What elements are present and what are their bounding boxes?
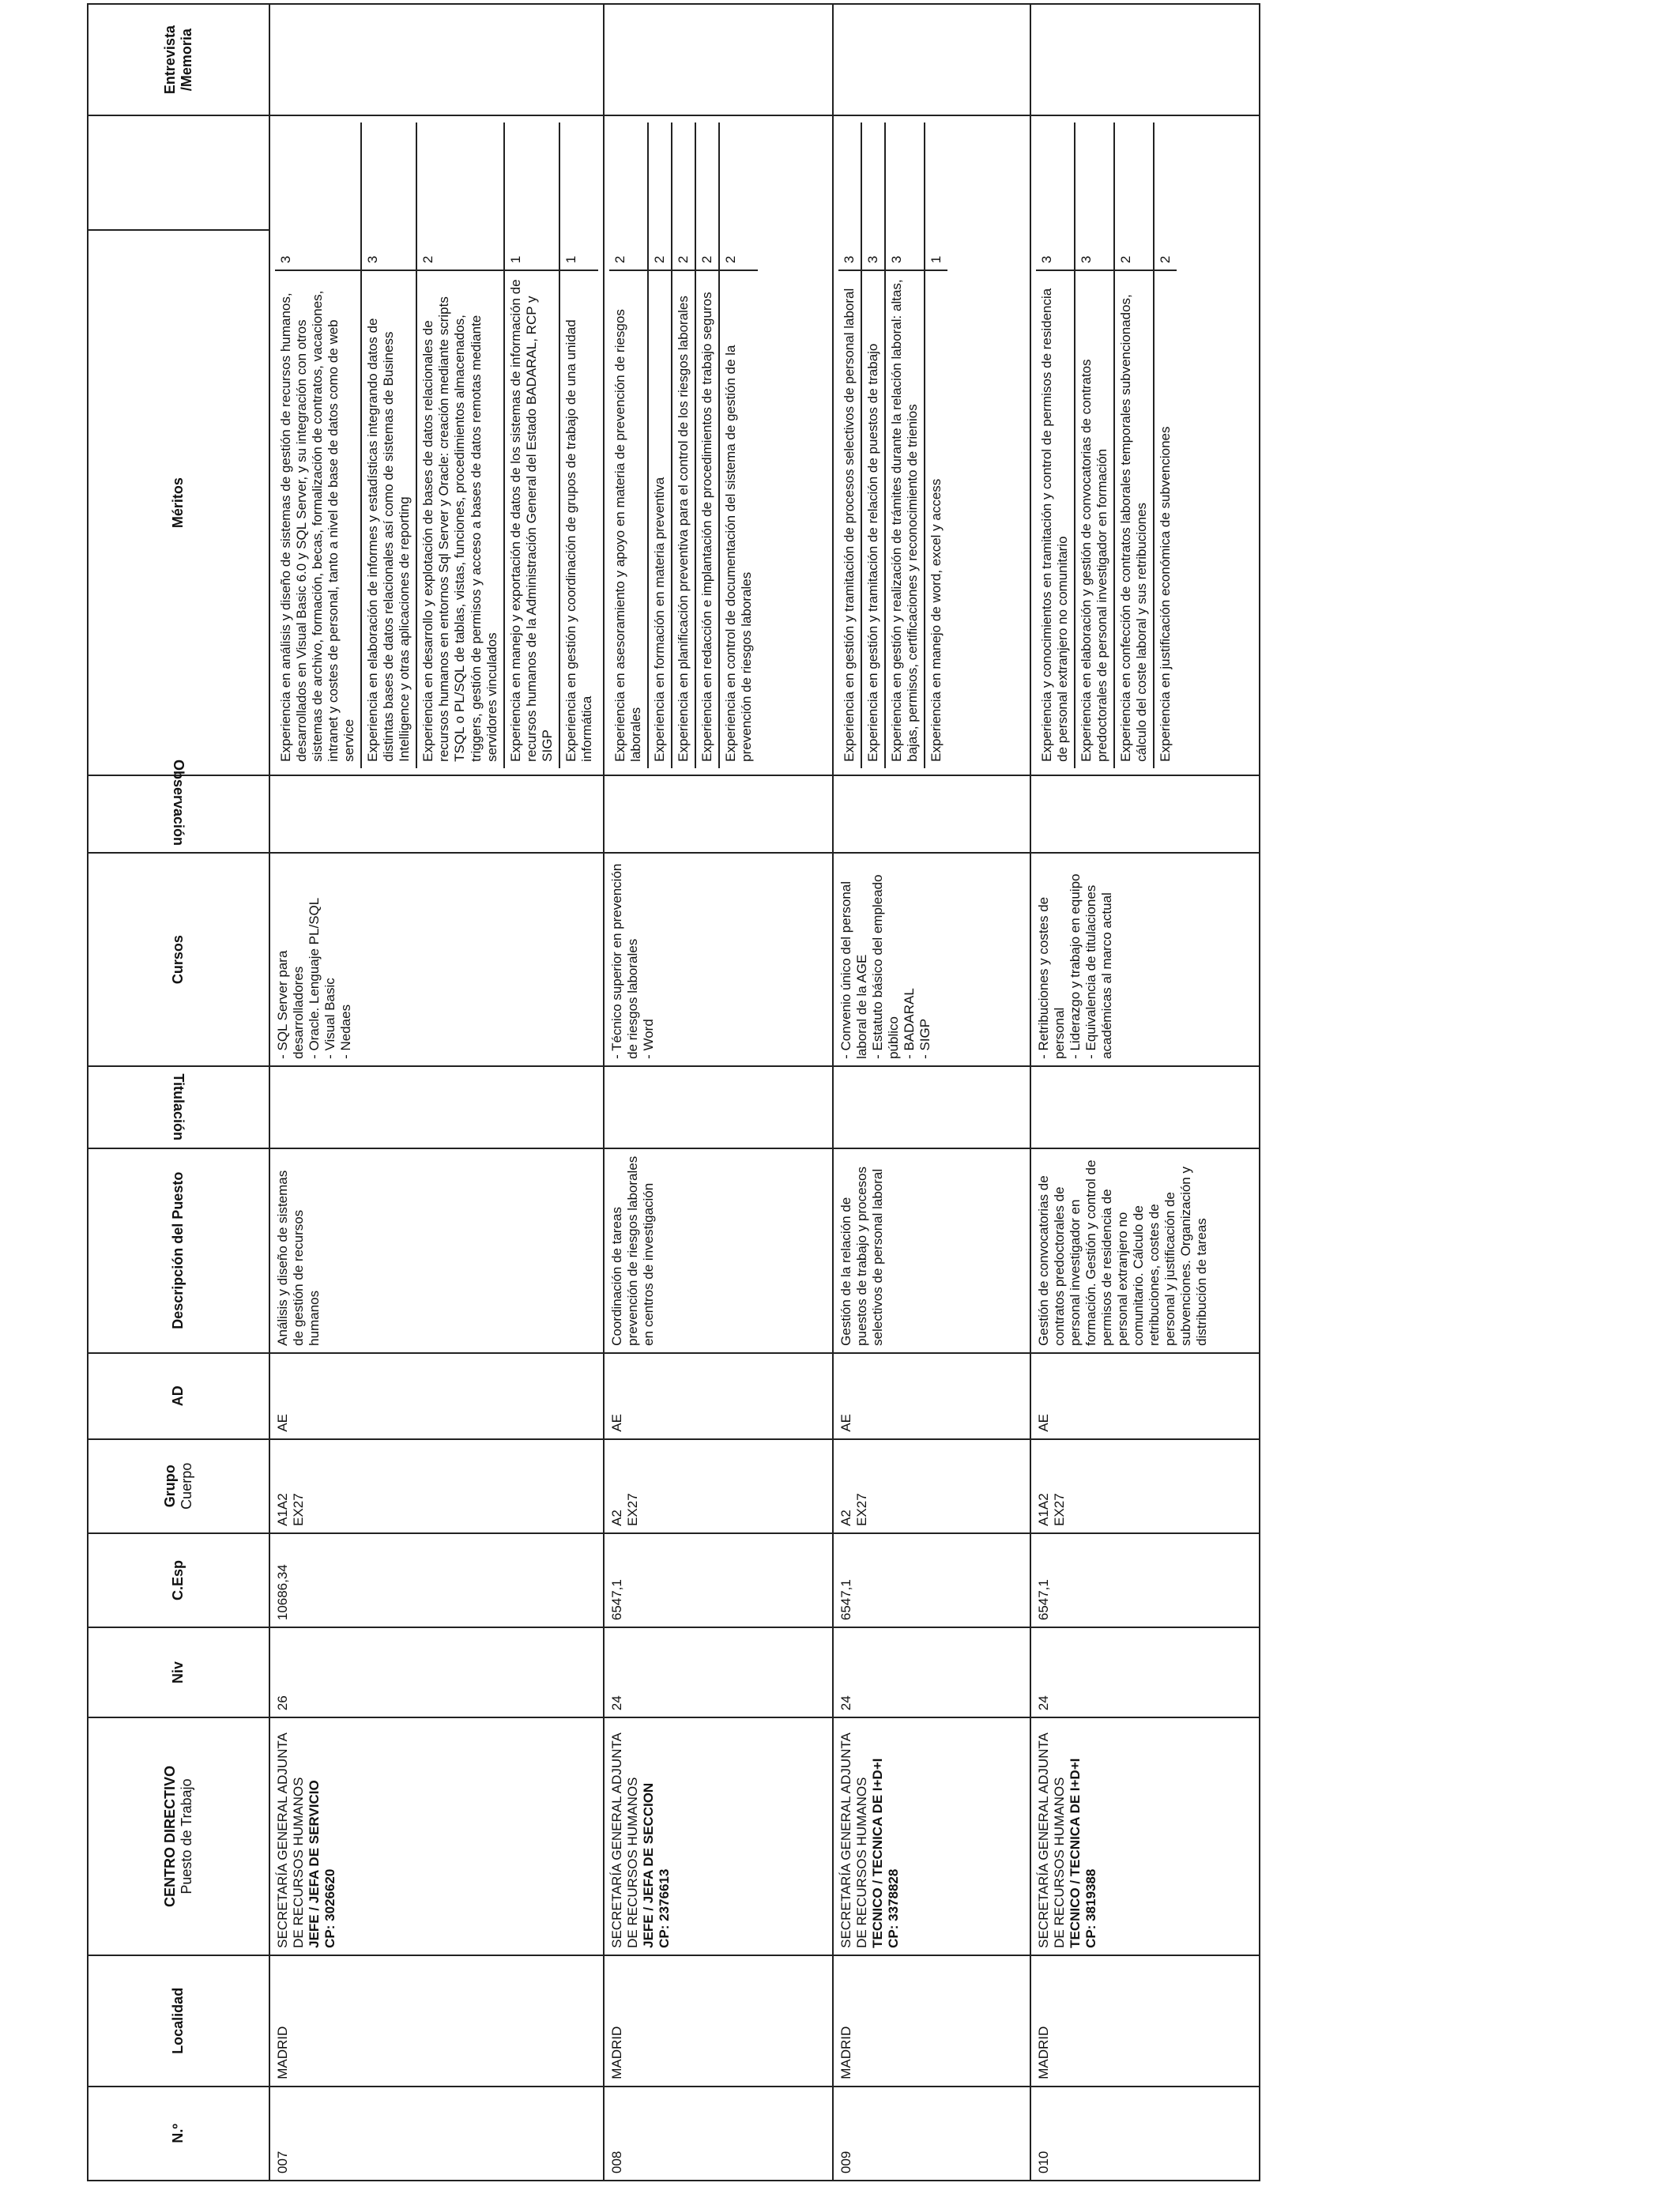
cell-ad-text: AE (1035, 1413, 1051, 1432)
merit-description: Experiencia en manejo y exportación de datos de los sistemas de información de recursos humanos de la Administración General del Estado BADARAL, RCP y SIGP (507, 279, 555, 762)
header-niv: Niv (88, 1627, 269, 1717)
merit-item (505, 123, 560, 768)
job-code: CP: 3026620 (322, 1868, 338, 1948)
cell-ad-text: AE (275, 1413, 290, 1432)
cell-descripcion (269, 1148, 604, 1353)
merit-item (609, 123, 649, 768)
cell-cuerpo-text: EX27 (291, 1493, 307, 1526)
cell-cuerpo-text: EX27 (1051, 1493, 1067, 1526)
merit-description: Experiencia en asesoramiento y apoyo en materia de prevención de riesgos laborales (612, 309, 643, 762)
cell-grupo-cuerpo (269, 1439, 604, 1533)
merit-item (696, 123, 720, 768)
merit-score: 2 (672, 123, 695, 271)
cell-cursos (833, 853, 1030, 1066)
cell-grupo-text: A2 (608, 1510, 624, 1526)
cell-grupo-text: A1A2 (275, 1493, 290, 1526)
cell-niv (269, 1627, 604, 1717)
header-meritos: Méritos (88, 230, 269, 775)
merit-description: Experiencia en manejo de word, excel y access (929, 478, 944, 762)
job-code: CP: 2376613 (656, 1868, 672, 1948)
cell-localidad-text: MADRID (1035, 2026, 1051, 2079)
cell-ad (1030, 1353, 1260, 1439)
cell-num-text: 009 (838, 2151, 853, 2173)
cell-descripcion-text: Coordinación de tareas prevención de riesgos laborales en centros de investigación (608, 1155, 656, 1346)
cell-cuerpo-text: EX27 (624, 1493, 640, 1526)
header-cesp: C.Esp (88, 1533, 269, 1627)
cell-centro-directivo (269, 1717, 604, 1955)
cell-titulacion (1030, 1066, 1260, 1148)
job-code: CP: 3819388 (1083, 1868, 1098, 1948)
merit-description: Experiencia en análisis y diseño de sistemas de gestión de recursos humanos, desarrollados en Visual Basic 6.0 y SQL Server, y su integración con otros sistemas de archivo, formación, becas, formalización de contratos, vacaciones, intranet y costes de personal, tanto a nivel de base de datos como de web service (278, 290, 357, 762)
merit-item (1155, 123, 1177, 768)
cell-num (1030, 2087, 1260, 2181)
cell-centro-directivo (604, 1717, 833, 1955)
cell-localidad (833, 1955, 1030, 2087)
cell-entrevista (833, 4, 1030, 115)
header-num: N.º (88, 2087, 269, 2181)
merit-item (925, 123, 947, 768)
merit-score: 3 (362, 123, 416, 271)
cell-localidad-text: MADRID (608, 2026, 624, 2079)
cell-num-text: 010 (1035, 2151, 1051, 2173)
cell-num (269, 2087, 604, 2181)
merit-score: 3 (1036, 123, 1074, 271)
cell-cursos-text: - Técnico superior en prevención de riesgos laborales - Word (608, 863, 656, 1059)
merit-description: Experiencia en redacción e implantación de procedimientos de trabajo seguros (699, 292, 715, 762)
cell-observacion (1030, 775, 1260, 854)
cell-localidad (604, 1955, 833, 2087)
merit-description: Experiencia en gestión y tramitación de procesos selectivos de personal laboral (841, 288, 857, 762)
merit-description: Experiencia en desarrollo y explotación de bases de datos relacionales de recursos humanos en entornos Sql Server y Oracle: creación mediante scripts TSQL o PL/SQL de tablas, vistas, funciones, procedimientos almacenados, triggers, gestión de permisos y acceso a bases de datos remotas mediante servidores vinculados (420, 296, 499, 762)
merit-score: 2 (696, 123, 718, 271)
merit-item (1075, 123, 1115, 768)
merit-description: Experiencia en elaboración de informes y estadísticas integrando datos de distintas bases de datos relacionales así como de sistemas de Business Intelligence y otras aplicaciones de reporting (365, 318, 412, 762)
cell-observacion (604, 775, 833, 854)
cell-niv-text: 24 (608, 1695, 624, 1711)
merit-description: Experiencia en confección de contratos laborales temporales subvencionados, cálculo del coste laboral y sus retribuciones (1118, 294, 1150, 762)
job-title: TECNICO / TECNICA DE I+D+I (1067, 1758, 1083, 1948)
cell-cursos (604, 853, 833, 1066)
merit-score: 2 (649, 123, 671, 271)
header-entrevista: Entrevista /Memoria (88, 4, 269, 115)
job-code: CP: 3378828 (885, 1868, 901, 1948)
merit-item (720, 123, 758, 768)
merit-score: 2 (720, 123, 758, 271)
cell-centro-directivo (833, 1717, 1030, 1955)
merit-score: 2 (609, 123, 647, 271)
merit-description: Experiencia en control de documentación del sistema de gestión de la prevención de riesgos laborales (723, 345, 755, 762)
cell-localidad-text: MADRID (838, 2026, 853, 2079)
cell-titulacion (833, 1066, 1030, 1148)
cell-ad (833, 1353, 1030, 1439)
merit-description: Experiencia en elaboración y gestión de convocatorias de contratos predoctorales de personal investigador en formación (1078, 359, 1109, 762)
cell-descripcion-text: Gestión de convocatorias de contratos predoctorales de personal investigador en formación. Gestión y control de permisos de residencia de personal extranjero no comunitario. Cálculo de retribuciones, costes de personal y justificación de subvenciones. Organización y distribución de tareas (1035, 1159, 1210, 1346)
cell-grupo-cuerpo (833, 1439, 1030, 1533)
cell-cesp-text: 6547,1 (608, 1579, 624, 1621)
header-localidad: Localidad (88, 1955, 269, 2087)
merit-score: 3 (886, 123, 924, 271)
cell-cesp (269, 1533, 604, 1627)
cell-ad-text: AE (608, 1413, 624, 1432)
cell-num-text: 007 (275, 2151, 290, 2173)
header-cursos: Cursos (88, 853, 269, 1066)
cell-descripcion-text: Análisis y diseño de sistemas de gestión de recursos humanos (275, 1170, 322, 1346)
cell-entrevista (269, 4, 604, 115)
cell-entrevista (604, 4, 833, 115)
cell-niv (1030, 1627, 1260, 1717)
header-titulacion: Titulación (88, 1066, 269, 1148)
cell-entrevista (1030, 4, 1260, 115)
cell-num-text: 008 (608, 2151, 624, 2173)
merit-item (275, 123, 362, 768)
merit-description: Experiencia en planificación preventiva para el control de los riesgos laborales (675, 296, 691, 762)
header-grupo: Grupo Cuerpo (88, 1439, 269, 1533)
cell-localidad-text: MADRID (275, 2026, 290, 2079)
cell-descripcion (833, 1148, 1030, 1353)
cell-ad-text: AE (838, 1413, 853, 1432)
header-centro: CENTRO DIRECTIVO Puesto de Trabajo (88, 1717, 269, 1955)
cell-niv (604, 1627, 833, 1717)
header-descripcion: Descripción del Puesto (88, 1148, 269, 1353)
merit-description: Experiencia en formación en materia preventiva (651, 477, 667, 762)
merit-score: 2 (1155, 123, 1177, 271)
cell-cesp-text: 10686,34 (275, 1564, 290, 1621)
cell-meritos (269, 115, 604, 775)
cell-cursos (1030, 853, 1260, 1066)
cell-niv-text: 24 (1035, 1695, 1051, 1711)
cell-descripcion (604, 1148, 833, 1353)
cell-niv-text: 24 (838, 1695, 853, 1711)
merit-score: 3 (275, 123, 360, 271)
job-title: JEFE / JEFA DE SERVICIO (307, 1780, 322, 1948)
header-ad: AD (88, 1353, 269, 1439)
cell-cursos (269, 853, 604, 1066)
cell-observacion (833, 775, 1030, 854)
merit-score: 2 (417, 123, 503, 271)
header-score (88, 115, 269, 230)
merit-score: 3 (838, 123, 861, 271)
merit-item (649, 123, 672, 768)
cell-cesp (604, 1533, 833, 1627)
cell-localidad (269, 1955, 604, 2087)
cell-descripcion-text: Gestión de la relación de puestos de trabajo y procesos selectivos de personal laboral (838, 1167, 885, 1346)
merit-item (838, 123, 862, 768)
merit-item (862, 123, 886, 768)
cell-ad (269, 1353, 604, 1439)
cell-meritos (833, 115, 1030, 775)
merit-score: 2 (1115, 123, 1153, 271)
cell-titulacion (604, 1066, 833, 1148)
merit-item (1036, 123, 1075, 768)
cell-cesp-text: 6547,1 (838, 1579, 853, 1621)
cell-meritos (604, 115, 833, 775)
cell-cuerpo-text: EX27 (853, 1493, 869, 1526)
job-title: JEFE / JEFA DE SECCION (640, 1782, 656, 1948)
merit-item (560, 123, 598, 768)
cell-cursos-text: - SQL Server para desarrolladores - Oracle. Lenguaje PL/SQL - Visual Basic - Nedaes (275, 897, 354, 1059)
cell-cesp (1030, 1533, 1260, 1627)
cell-grupo-text: A2 (838, 1510, 853, 1526)
cell-ad (604, 1353, 833, 1439)
table-body (269, 4, 1260, 2181)
cell-num (604, 2087, 833, 2181)
table-row (1030, 4, 1260, 2181)
cell-grupo-cuerpo (1030, 1439, 1260, 1533)
table-row (604, 4, 833, 2181)
centro-directivo-name: SECRETARÍA GENERAL ADJUNTA DE RECURSOS HUMANOS (838, 1733, 869, 1948)
job-positions-table (87, 3, 1260, 2181)
merit-description: Experiencia en gestión y tramitación de relación de puestos de trabajo (864, 343, 880, 762)
merit-score: 3 (1075, 123, 1113, 271)
cell-num (833, 2087, 1030, 2181)
merit-item (886, 123, 925, 768)
centro-directivo-name: SECRETARÍA GENERAL ADJUNTA DE RECURSOS HUMANOS (608, 1733, 640, 1948)
merit-item (417, 123, 504, 768)
centro-directivo-name: SECRETARÍA GENERAL ADJUNTA DE RECURSOS HUMANOS (275, 1733, 307, 1948)
table-header-row (88, 4, 269, 2181)
merit-description: Experiencia en gestión y coordinación de grupos de trabajo de una unidad informática (563, 319, 594, 762)
cell-observacion (269, 775, 604, 854)
merit-item (362, 123, 417, 768)
cell-cesp (833, 1533, 1030, 1627)
cell-grupo-cuerpo (604, 1439, 833, 1533)
merit-score: 1 (505, 123, 559, 271)
cell-cesp-text: 6547,1 (1035, 1579, 1051, 1621)
cell-centro-directivo (1030, 1717, 1260, 1955)
cell-cursos-text: - Convenio único del personal laboral de la AGE - Estatuto básico del empleado público - BADARAL - SIGP (838, 874, 933, 1059)
job-title: TECNICO / TECNICA DE I+D+I (869, 1758, 885, 1948)
merit-item (672, 123, 696, 768)
table-row (833, 4, 1030, 2181)
cell-titulacion (269, 1066, 604, 1148)
merit-description: Experiencia en gestión y realización de trámites durante la relación laboral: altas, bajas, permisos, certificaciones y reconocimiento de trienios (888, 279, 920, 762)
header-observacion: Observación (88, 775, 269, 854)
cell-cursos-text: - Retribuciones y costes de personal - Liderazgo y trabajo en equipo - Equivalencia de titulaciones académicas al marco actual (1035, 873, 1115, 1059)
cell-niv (833, 1627, 1030, 1717)
cell-localidad (1030, 1955, 1260, 2087)
merit-item (1115, 123, 1155, 768)
cell-grupo-text: A1A2 (1035, 1493, 1051, 1526)
cell-niv-text: 26 (275, 1695, 290, 1711)
cell-meritos (1030, 115, 1260, 775)
merit-score: 3 (862, 123, 884, 271)
cell-descripcion (1030, 1148, 1260, 1353)
merit-score: 1 (925, 123, 947, 271)
merit-score: 1 (560, 123, 598, 271)
merit-description: Experiencia y conocimientos en tramitación y control de permisos de residencia de personal extranjero no comunitario (1038, 288, 1070, 762)
centro-directivo-name: SECRETARÍA GENERAL ADJUNTA DE RECURSOS HUMANOS (1035, 1733, 1067, 1948)
table-row (269, 4, 604, 2181)
merit-description: Experiencia en justificación económica de subvenciones (1158, 426, 1173, 762)
